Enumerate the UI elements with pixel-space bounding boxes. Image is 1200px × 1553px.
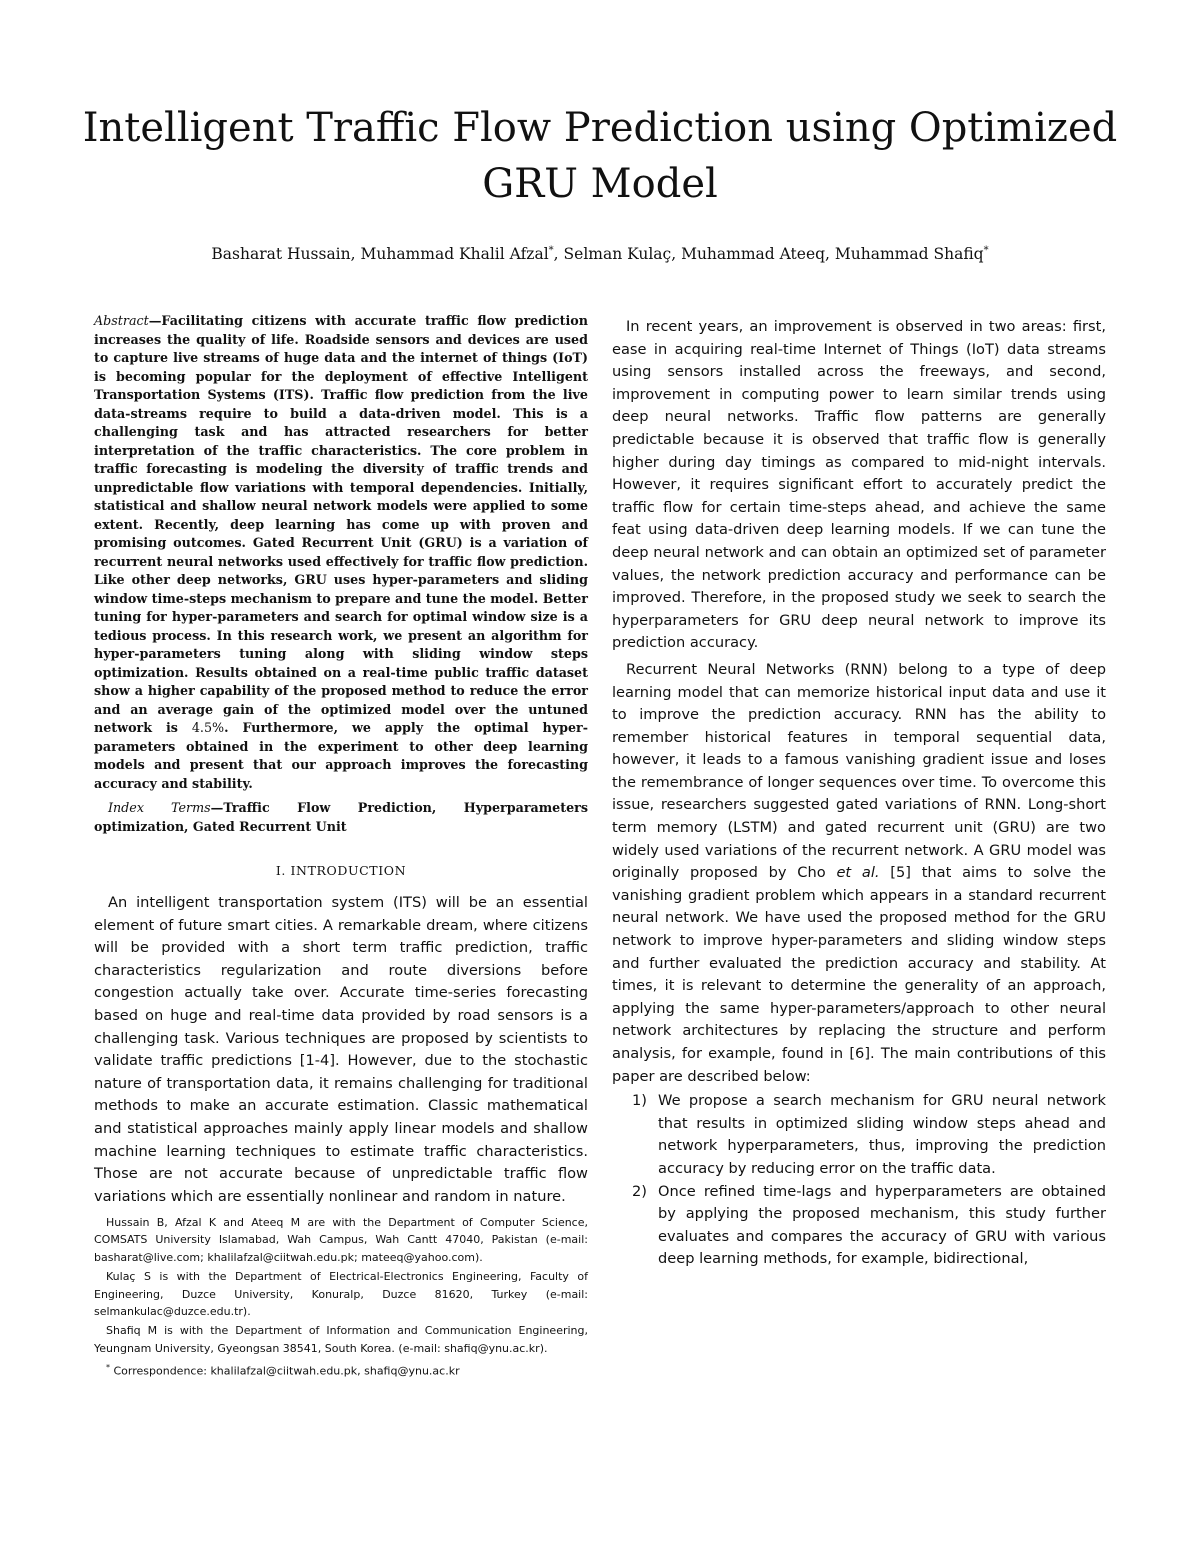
abstract-gain-value: 4.5%	[191, 720, 225, 735]
correspondence-text: Correspondence: khalilafzal@ciitwah.edu.pk, shafiq@ynu.ac.kr	[110, 1364, 460, 1378]
list-item-number: 1)	[632, 1092, 647, 1110]
left-column	[94, 312, 588, 1208]
list-item	[612, 1181, 1106, 1271]
contributions-list	[612, 1090, 1106, 1271]
authors-text-2: , Selman Kulaç, Muhammad Ateeq, Muhammad Shafiq	[553, 245, 984, 264]
correspondence-mark: *	[106, 1363, 110, 1373]
intro-paragraph-1: An intelligent transportation system (ITS) will be an essential element of future smart cities. A remarkable dream, where citizens will be provided with a short term traffic prediction, traffic characteristics regularization and route diversions before congestion actually take over. Accurate time-series forecasting based on huge and real-time data provided by road sensors is a challenging task. Various techniques are proposed by scientists to validate traffic predictions [1-4]. However, due to the stochastic nature of transportation data, it remains challenging for traditional methods to make an accurate estimation. Classic mathematical and statistical approaches mainly apply linear models and shallow machine learning techniques to estimate traffic characteristics. Those are not accurate because of unpredictable traffic flow variations which are essentially nonlinear and random in nature.	[94, 894, 588, 1205]
list-item-text: We propose a search mechanism for GRU neural network that results in optimized sliding window steps ahead and network hyperparameters, thus, improving the prediction accuracy by reducing error on the traffic data.	[658, 1092, 1106, 1177]
section-heading-introduction: I. INTRODUCTION	[275, 863, 407, 878]
author-list	[60, 240, 1140, 265]
citation-et-al: et al.	[836, 864, 880, 882]
intro-paragraph-3	[612, 659, 1106, 1088]
index-terms-text: —Traffic Flow Prediction, Hyperparameters optimization, Gated Recurrent Unit	[94, 800, 588, 834]
paper-title-line1: Intelligent Traffic Flow Prediction using Optimized	[82, 105, 1118, 151]
abstract-text-1: —Facilitating citizens with accurate traffic flow prediction increases the quality of life. Roadside sensors and devices are used to capture live streams of huge data and the internet of things (IoT) is becoming popular for the deployment of effective Intelligent Transportation Systems (ITS). Traffic flow prediction from the live data-streams require to build a data-driven model. This is a challenging task and has attracted researchers for better interpretation of the traffic characteristics. The core problem in traffic forecasting is modeling the diversity of traffic trends and unpredictable flow variations with temporal dependencies. Initially, statistical and shallow neural network models were applied to some extent. Recently, deep learning has come up with proven and promising outcomes. Gated Recurrent Unit (GRU) is a variation of recurrent neural networks used effectively for traffic flow prediction. Like other deep networks, GRU uses hyper-parameters and sliding window time-steps mechanism to prepare and tune the model. Better tuning for hyper-parameters and search for optimal window size is a tedious process. In this research work, we present an algorithm for hyper-parameters tuning along with sliding window steps optimization. Results obtained on a real-time public traffic dataset show a higher capability of the proposed method to reduce the error and an average gain of the optimized model over the untuned network is	[94, 313, 588, 735]
list-item	[612, 1090, 1106, 1180]
footnote-affiliation-1: Hussain B, Afzal K and Ateeq M are with the Department of Computer Science, COMSATS University Islamabad, Wah Campus, Wah Cantt 47040, Pakistan (e-mail: basharat@live.com; khalilafzal@ciitwah.edu.pk; mateeq@yahoo.com).	[94, 1216, 588, 1264]
abstract	[94, 312, 588, 793]
correspondence-mark: *	[983, 245, 989, 256]
index-terms-label: Index Terms	[108, 800, 211, 815]
abstract-text-2: . Furthermore, we apply the optimal hyper-parameters obtained in the experiment to other deep learning models and present that our approach improves the forecasting accuracy and stability.	[94, 720, 588, 791]
right-column	[612, 312, 1106, 1271]
footnote-correspondence	[94, 1359, 588, 1380]
footnotes	[94, 1214, 588, 1382]
paper-title-line2: GRU Model	[482, 161, 718, 207]
footnote-affiliation-2: Kulaç S is with the Department of Electrical-Electronics Engineering, Faculty of Engineering, Duzce University, Konuralp, Duzce 81620, Turkey (e-mail: selmankulac@duzce.edu.tr).	[94, 1270, 588, 1319]
authors-text-1: Basharat Hussain, Muhammad Khalil Afzal	[211, 245, 549, 264]
paper-title	[60, 100, 1140, 212]
index-terms	[94, 799, 588, 836]
list-item-number: 2)	[632, 1182, 647, 1200]
footnote-affiliation-3: Shafiq M is with the Department of Information and Communication Engineering, Yeungnam University, Gyeongsan 38541, South Korea. (e-mail: shafiq@ynu.ac.kr).	[94, 1324, 588, 1355]
correspondence-mark: *	[548, 245, 554, 256]
abstract-label: Abstract	[94, 313, 149, 328]
intro-paragraph-3-text-2: [5] that aims to solve the vanishing gradient problem which appears in a standard recurrent neural network. We have used the proposed method for the GRU network to improve hyper-parameters and sliding window steps and further evaluated the prediction accuracy and stability. At times, it is relevant to determine the generality of an approach, applying the same hyper-parameters/approach to other neural network architectures by replacing the structure and perform analysis, for example, found in [6]. The main contributions of this paper are described below:	[612, 864, 1106, 1085]
intro-paragraph-3-text-1: Recurrent Neural Networks (RNN) belong to a type of deep learning model that can memorize historical input data and use it to improve the prediction accuracy. RNN has the ability to remember historical features in temporal sequential data, however, it leads to a famous vanishing gradient issue and loses the remembrance of longer sequences over time. To overcome this issue, researchers suggested gated variations of RNN. Long-short term memory (LSTM) and gated recurrent unit (GRU) are two widely used variations of the recurrent network. A GRU model was originally proposed by Cho	[612, 660, 1106, 882]
intro-paragraph-2: In recent years, an improvement is observed in two areas: first, ease in acquiring real-time Internet of Things (IoT) data streams using sensors installed across the freeways, and second, improvement in computing power to learn similar trends using deep neural networks. Traffic flow patterns are generally predictable because it is observed that traffic flow is generally higher during day timings as compared to mid-night intervals. However, it requires significant effort to accurately predict the traffic flow for certain time-steps ahead, and achieve the same feat using data-driven deep learning models. If we can tune the deep neural network and can obtain an optimized set of parameter values, the network prediction accuracy and performance can be improved. Therefore, in the proposed study we seek to search the hyperparameters for GRU deep neural network to improve its prediction accuracy.	[612, 318, 1106, 652]
list-item-text: Once refined time-lags and hyperparameters are obtained by applying the proposed mechanism, this study further evaluates and compares the accuracy of GRU with various deep learning methods, for example, bidirectional,	[658, 1182, 1106, 1268]
